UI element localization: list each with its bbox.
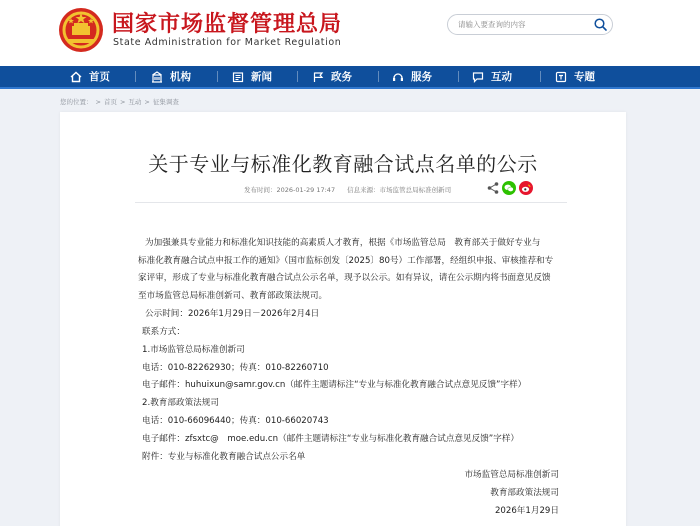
article-meta <box>244 185 451 194</box>
nav-item-institutions[interactable] <box>151 66 191 87</box>
chat-icon <box>472 71 484 83</box>
paragraph-line: 为加强兼具专业能力和标准化知识技能的高素质人才教育，根据《市场监管总局 教育部关于做好专业与 <box>145 238 541 248</box>
contact-phone: 电话：010-66096440；传真：010-66020743 <box>142 416 329 426</box>
nav-divider <box>540 71 541 82</box>
article-title: 关于专业与标准化教育融合试点名单的公示 <box>148 152 538 176</box>
nav-item-label: 政务 <box>331 71 352 83</box>
meta-divider <box>135 202 567 203</box>
breadcrumb-survey[interactable]: 征集调查 <box>152 98 179 106</box>
nav-item-label: 互动 <box>491 71 512 83</box>
search-input[interactable] <box>458 16 588 33</box>
contact-heading: 联系方式： <box>142 327 185 337</box>
main-nav <box>0 66 700 89</box>
breadcrumb-prefix: 您的位置： <box>60 98 93 106</box>
paragraph-line: 家评审，形成了专业与标准化教育融合试点公示名单，现予以公示。如有异议，请在公示期内将书面意见反馈 <box>138 273 551 283</box>
building-icon <box>151 71 163 83</box>
signature-org: 教育部政策法规司 <box>490 488 559 498</box>
nav-item-label: 机构 <box>170 71 191 83</box>
nav-divider <box>378 71 379 82</box>
info-source: 信息来源：市场监管总局标准创新司 <box>347 186 452 194</box>
share-icon[interactable] <box>486 181 500 195</box>
nav-item-government[interactable] <box>312 66 352 87</box>
breadcrumb-separator: > <box>95 98 101 106</box>
nav-divider <box>458 71 459 82</box>
topic-icon <box>555 71 567 83</box>
home-icon <box>70 71 82 83</box>
publicity-period: 公示时间：2026年1月29日－2026年2月4日 <box>145 309 320 319</box>
nav-divider <box>135 71 136 82</box>
signature-org: 市场监管总局标准创新司 <box>464 470 559 480</box>
nav-item-label: 服务 <box>411 71 432 83</box>
site-title-en: State Administration for Market Regulation <box>113 37 342 48</box>
publish-date: 发布时间：2026-01-29 17:47 <box>244 186 336 194</box>
breadcrumb-separator: > <box>144 98 150 106</box>
contact-org: 1.市场监管总局标准创新司 <box>142 345 245 355</box>
nav-divider <box>297 71 298 82</box>
national-emblem-icon[interactable] <box>58 7 104 53</box>
weibo-icon[interactable] <box>519 181 533 195</box>
nav-item-news[interactable] <box>232 66 272 87</box>
nav-item-label: 首页 <box>89 71 110 83</box>
search-icon[interactable] <box>593 17 608 32</box>
nav-item-label: 新闻 <box>251 71 272 83</box>
nav-item-services[interactable] <box>392 66 432 87</box>
site-title-cn[interactable]: 国家市场监督管理总局 <box>112 12 343 37</box>
nav-item-topics[interactable] <box>555 66 595 87</box>
nav-divider <box>217 71 218 82</box>
breadcrumb <box>60 97 179 106</box>
breadcrumb-interaction[interactable]: 互动 <box>128 98 142 106</box>
site-header <box>0 0 700 66</box>
attachment-link[interactable]: 附件：专业与标准化教育融合试点公示名单 <box>142 452 306 462</box>
breadcrumb-separator: > <box>119 98 126 106</box>
signature-date: 2026年1月29日 <box>494 506 559 516</box>
nav-item-label: 专题 <box>574 71 595 83</box>
search-box <box>447 14 613 35</box>
contact-org: 2.教育部政策法规司 <box>142 398 219 408</box>
wechat-icon[interactable] <box>502 181 516 195</box>
breadcrumb-home[interactable]: 首页 <box>103 98 117 106</box>
nav-item-interaction[interactable] <box>472 66 512 87</box>
newspaper-icon <box>232 71 244 83</box>
paragraph-line: 标准化教育融合试点申报工作的通知》（国市监标创发〔2025〕80号）工作部署，经组织申报、审核推荐和专 <box>138 256 554 266</box>
contact-email[interactable]: 电子邮件：huhuixun@samr.gov.cn（邮件主题请标注“专业与标准化教育融合试点意见反馈”字样） <box>142 380 527 390</box>
nav-item-home[interactable] <box>70 66 110 87</box>
service-icon <box>392 71 404 83</box>
contact-email[interactable]: 电子邮件：zfsxtc@ moe.edu.cn（邮件主题请标注“专业与标准化教育融合试点意见反馈”字样） <box>142 434 520 444</box>
contact-phone: 电话：010-82262930；传真：010-82260710 <box>142 363 329 373</box>
flag-icon <box>312 71 324 83</box>
paragraph-line: 至市场监管总局标准创新司、教育部政策法规司。 <box>138 291 328 301</box>
